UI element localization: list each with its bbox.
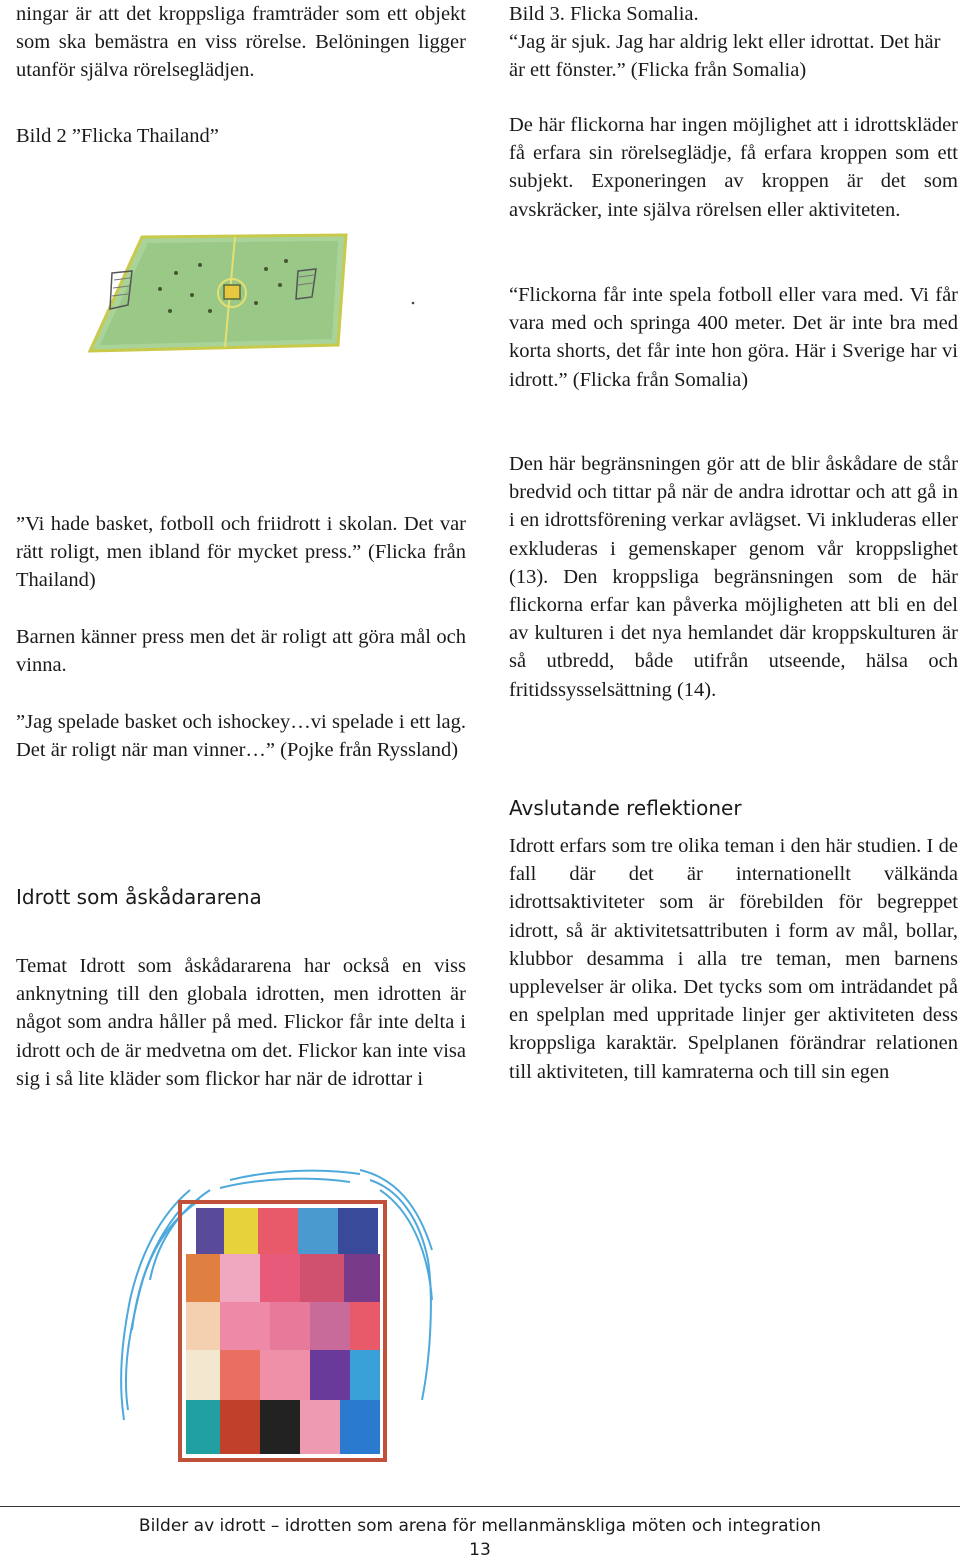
intro-paragraph: ningar är att det kroppsliga framträder som ett objekt som ska bemästra en viss rörelse. Belöningen ligger utanför själva rörelseglädjen. xyxy=(16,3,466,82)
paragraph-limitation: Den här begränsningen gör att de blir åskådare de står bredvid och tittar på när de andra idrottar och att gå in i en idrottsförening verkar avlägset. Vi inkluderas eller exkluderas i gemenskaper genom vår kroppslighet (13). Den kroppsliga begränsningen som de här flickorna erfar kan påverka möjligheten att bli en del av kulturen i det nya hemlandet där kroppskulturen är så utbredd, både utifrån utseende, hälsa och fritidssysselsättning (14). xyxy=(509,453,958,701)
football-field-drawing xyxy=(80,225,440,365)
heading-spectator-arena: Idrott som åskådararena xyxy=(16,885,262,909)
figure-2-caption: Bild 2 ”Flicka Thailand” xyxy=(16,125,219,147)
paragraph-final-reflections: Idrott erfars som tre olika teman i den här studien. I de fall där det är internationellt välkända idrottsaktiviteter som är förebilden för begreppet idrott, så är aktivitetsattributen i form av mål, bollar, klubbor desamma i alla tre teman, men barnens upplevelser är olika. Det tycks som om inträdandet på en spelplan med uppritade linjer ger aktiviteten dess kroppsliga karaktär. Spelplanen förändrar relationen till aktiviteten, till kamraterna och till sin egen xyxy=(509,835,958,1083)
quote-thailand: ”Vi hade basket, fotboll och friidrott i skolan. Det var rätt roligt, men ibland för mycket press.” (Flicka från Thailand) xyxy=(16,513,466,592)
paragraph-exposure: De här flickorna har ingen möjlighet att i idrottskläder få erfara sin rörelseglädje, få erfara kroppen som ett subjekt. Exponeringen av kroppen är det som avskräcker, inte själva rörelsen eller aktiviteten. xyxy=(509,114,958,221)
figure-3-caption: Bild 3. Flicka Somalia. xyxy=(509,3,699,25)
footer-divider xyxy=(0,1506,960,1507)
figure-3-quote: “Jag är sjuk. Jag har aldrig lekt eller idrottat. Det här är ett fönster.” (Flicka från Somalia) xyxy=(509,31,941,82)
quote-somalia: “Flickorna får inte spela fotboll eller vara med. Vi får vara med och springa 400 meter. Det är inte bra med korta shorts, det får inte hon göra. Här i Sverige har vi idrott.” (Flicka från Somalia) xyxy=(509,284,958,391)
window-drawing xyxy=(110,1160,450,1480)
footer-title: Bilder av idrott – idrotten som arena för mellanmänskliga möten och integration xyxy=(138,1516,822,1536)
heading-final-reflections: Avslutande reflektioner xyxy=(509,796,742,820)
paragraph-spectator-arena: Temat Idrott som åskådararena har också en viss anknytning till den globala idrotten, men idrotten är något som andra håller på med. Flickor får inte delta i idrott och de är medvetna om det. Flickor kan inte visa sig i så lite kläder som flickor har när de idrottar i xyxy=(16,955,466,1090)
quote-russia: ”Jag spelade basket och ishockey…vi spelade i ett lag. Det är roligt när man vinner…” (Pojke från Ryssland) xyxy=(16,711,466,762)
page-number: 13 xyxy=(469,1540,491,1560)
paragraph-press: Barnen känner press men det är roligt att göra mål och vinna. xyxy=(16,626,466,677)
